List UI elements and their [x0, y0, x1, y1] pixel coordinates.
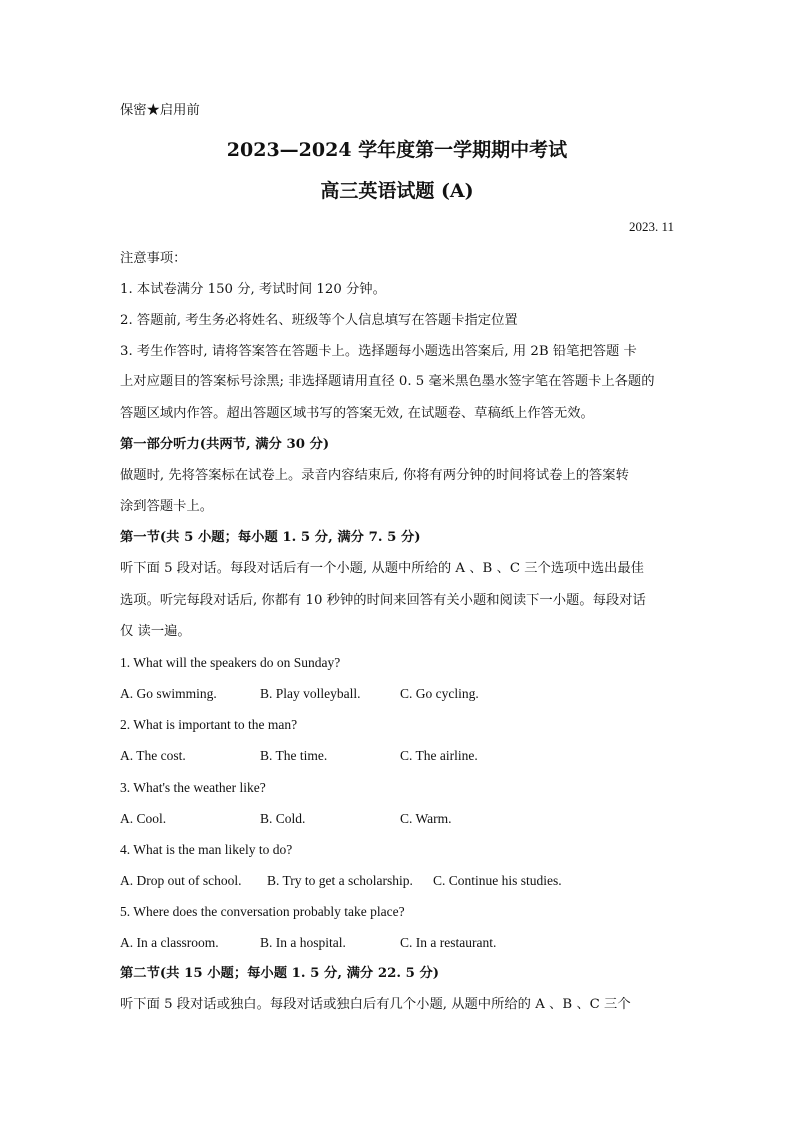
- exam-date: 2023. 11: [628, 219, 674, 234]
- notice-item: 2. 答题前, 考生务必将姓名、班级等个人信息填写在答题卡指定位置: [120, 313, 518, 328]
- option-c: C. In a restaurant.: [400, 935, 497, 950]
- section1-intro: 选项。听完每段对话后, 你都有 10 秒钟的时间来回答有关小题和阅读下一小题。每段对话: [120, 593, 646, 608]
- part1-heading: 第一部分听力(共两节, 满分 30 分): [120, 437, 330, 452]
- exam-title: 2023—2024 学年度第一学期期中考试: [226, 139, 568, 161]
- question-text: 2. What is important to the man?: [120, 717, 298, 732]
- part1-intro: 涂到答题卡上。: [120, 499, 214, 514]
- notice-item: 上对应题目的答案标号涂黑; 非选择题请用直径 0. 5 毫米黑色墨水签字笔在答题卡上各题的: [120, 374, 655, 389]
- section1-intro: 仅 读一遍。: [120, 624, 191, 639]
- option-c: C. Warm.: [400, 811, 452, 826]
- option-b: B. Cold.: [260, 811, 306, 826]
- option-b: B. In a hospital.: [260, 935, 346, 950]
- option-b: B. Play volleyball.: [260, 686, 361, 701]
- option-a: A. The cost.: [120, 748, 186, 763]
- option-c: C. Continue his studies.: [433, 873, 562, 888]
- notice-item: 1. 本试卷满分 150 分, 考试时间 120 分钟。: [120, 282, 386, 297]
- option-a: A. Cool.: [120, 811, 167, 826]
- question-text: 4. What is the man likely to do?: [120, 842, 293, 857]
- notice-heading: 注意事项：: [120, 251, 187, 266]
- section1-intro: 听下面 5 段对话。每段对话后有一个小题, 从题中所给的 A 、B 、C 三个选项中选出最佳: [120, 561, 644, 576]
- question-text: 5. Where does the conversation probably take place?: [120, 904, 405, 919]
- section1-heading: 第一节(共 5 小题；每小题 1. 5 分, 满分 7. 5 分): [120, 530, 421, 545]
- option-b: B. The time.: [260, 748, 328, 763]
- option-a: A. Drop out of school.: [120, 873, 242, 888]
- notice-item: 答题区域内作答。超出答题区域书写的答案无效, 在试题卷、草稿纸上作答无效。: [120, 406, 594, 421]
- exam-subtitle: 高三英语试题 (A): [320, 180, 474, 202]
- part1-intro: 做题时, 先将答案标在试卷上。录音内容结束后, 你将有两分钟的时间将试卷上的答案转: [120, 468, 629, 483]
- option-a: A. Go swimming.: [120, 686, 217, 701]
- option-c: C. Go cycling.: [400, 686, 479, 701]
- option-c: C. The airline.: [400, 748, 478, 763]
- notice-item: 3. 考生作答时, 请将答案答在答题卡上。选择题每小题选出答案后, 用 2B 铅笔把答题 卡: [120, 344, 637, 359]
- question-text: 1. What will the speakers do on Sunday?: [120, 655, 341, 670]
- option-b: B. Try to get a scholarship.: [267, 873, 413, 888]
- section2-heading: 第二节(共 15 小题；每小题 1. 5 分, 满分 22. 5 分): [120, 966, 440, 981]
- confidential-label: 保密★启用前: [120, 103, 200, 118]
- option-a: A. In a classroom.: [120, 935, 219, 950]
- section2-intro: 听下面 5 段对话或独白。每段对话或独白后有几个小题, 从题中所给的 A 、B 、C 三个: [120, 997, 631, 1012]
- question-text: 3. What's the weather like?: [120, 780, 266, 795]
